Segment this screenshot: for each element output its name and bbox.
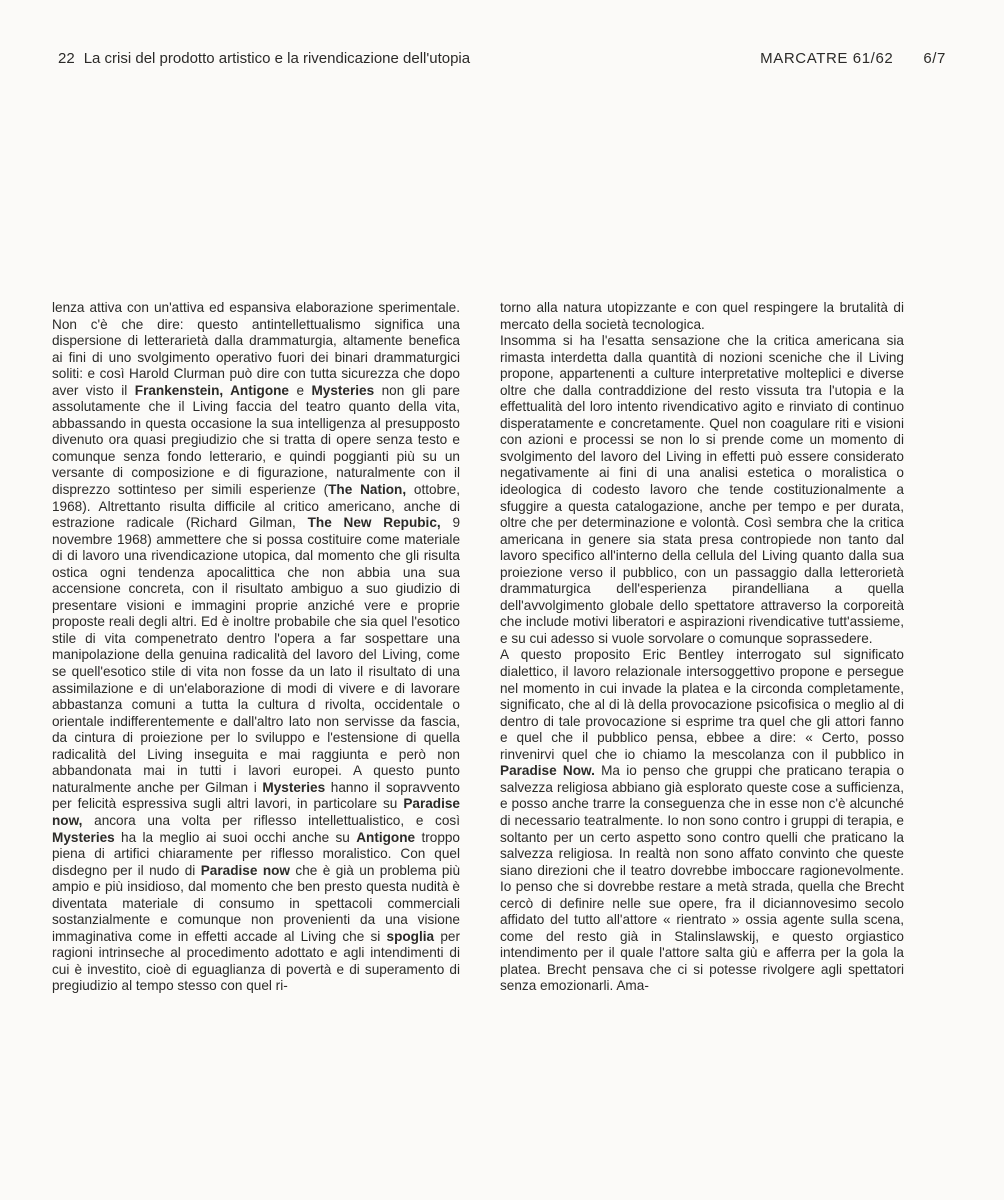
page-number: 22 <box>58 50 75 67</box>
text-run: Insomma si ha l'esatta sensazione che la critica americana sia rimasta interdetta dalla quantità di nozioni sceniche che il Living propone, appartenenti a culture interpretative molteplici e diverse oltre che dalla contraddizione del resto vissuta tra l'utopia e la effettualità del loro intento rivendicativo agito e rinviato di continuo disperatamente e concretamente. Quel non coagulare riti e visioni con azioni e processi se non lo si prende come un momento di svolgimento del lavoro del Living in effetti può essere considerato negativamente ai fini di una analisi estetica o moralistica o ideologica di codesto lavoro che tende costituzionalmente a sfuggire a questa catalogazione, anche per tempo e per durata, oltre che per determinazione e volontà. Così sembra che la critica americana in genere sia stata presa contropiede non tanto dal lavoro specifico all'interno della cellula del Living quanto dalla sua proiezione verso il pubblico, con un passaggio dalla letterorietà drammaturgica dell'esperienza pirandelliana a quella dell'avvolgimento globale dello spettatore attraverso la corporeità che include motivi liberatori e aspirazioni rivendicative tutt'assieme, e su cui adesso si vuole sorvolare o comunque soprassedere. <box>500 333 904 646</box>
right-column <box>500 300 904 1200</box>
header-left <box>58 50 470 67</box>
text-run: troppo piena di artifici chiaramente per riflesso moralistico. Con quel disdegno per il nudo di <box>52 829 460 878</box>
publication-title: MARCATRE 61/62 <box>760 50 894 67</box>
text-run: hanno il sopravvento per felicità espressiva sugli altri lavori, in particolare su <box>52 779 460 812</box>
bold-title: Mysteries <box>52 829 115 845</box>
bold-title: Mysteries <box>262 779 326 795</box>
issue-number: 6/7 <box>923 50 946 67</box>
bold-title: Paradise Now. <box>500 763 595 779</box>
text-run: e <box>289 382 312 398</box>
bold-title: Paradise now, <box>52 796 460 828</box>
bold-title: Mysteries <box>311 382 375 398</box>
text-run: A questo proposito Eric Bentley interrogato sul significato dialettico, il lavoro relazionale intersoggettivo propone e persegue nel momento in cui invade la platea e la circonda completamente, significato, che al di là della provocazione psicofisica o meglio al di dentro di tale provocazione si esprime tra quel che gli attori fanno e quel che il pubblico pensa, ebbee a dire: « Certo, posso rinvenirvi quel che io chiamo la mescolanza con il pubblico in <box>500 647 904 762</box>
body-paragraph <box>500 333 904 647</box>
text-run: non gli pare assolutamente che il Living faccia del teatro quanto della vita, abbassando in questa occasione la sua intelligenza al presupposto divenuto ora quasi pregiudizio che si tratta di opere senza testo e comunque senza fondo letterario, e quindi poggianti più su un versante di composizione e di figurazione, naturalmente con il disprezzo sottinteso per simili esperienze ( <box>52 382 460 498</box>
body-paragraph <box>52 300 460 995</box>
text-run: per ragioni intrinseche al procedimento adottato e agli intendimenti di cui è investito, cioè di eguaglianza di povertà e di superamento di pregiudizio al tempo stesso con quel ri- <box>52 928 460 994</box>
bold-title: spoglia <box>386 928 435 944</box>
text-run: Ma io penso che gruppi che praticano terapia o salvezza religiosa abbiano già esplorato queste cose a sufficienza, e posso anche trarre la conseguenza che in esse non c'è alcunché di necessario teatralmente. Io non sono contro i gruppi di terapia, e soltanto per un certo aspetto sono contro quelli che praticano la salvezza religiosa. In realtà non sono affato convinto che queste siano direzioni che il teatro dovrebbe imboccare ragionevolmente. Io penso che si dovrebbe restare a metà strada, quella che Brecht cercò di definire nelle sue opere, fra il diciannovesimo secolo affidato del tutto all'attore « rientrato » ossia agente sulla scena, come del resto già in Stalinslawskij, e questo orgiastico intendimento per il quale l'attore salta giù e afferra per la gola la platea. Brecht pensava che ci si potesse rivolgere agli spettatori senza emozionarli. Ama- <box>500 763 904 994</box>
bold-title: Antigone <box>356 829 416 845</box>
body-paragraph <box>500 647 904 994</box>
body-paragraph <box>500 300 904 333</box>
text-run: ottobre, 1968). Altrettanto risulta difficile al critico americano, anche di estrazione radicale (Richard Gilman, <box>52 482 460 531</box>
text-run: torno alla natura utopizzante e con quel respingere la brutalità di mercato della società tecnologica. <box>500 300 904 332</box>
bold-title: Frankenstein, Antigone <box>134 382 289 398</box>
bold-title: The Nation, <box>328 482 407 498</box>
bold-title: The New Repubic, <box>307 515 441 531</box>
page-header <box>58 50 946 74</box>
running-title: La crisi del prodotto artistico e la rivendicazione dell'utopia <box>83 50 471 67</box>
header-right <box>760 50 946 67</box>
text-run: ha la meglio ai suoi occhi anche su <box>114 829 357 845</box>
text-run: che è già un problema più ampio e più insidioso, dal momento che ben presto questa nudità è diventata materiale di consumo in spettacoli commerciali sostanzialmente e comunque non provenienti da una visione immaginativa come in effetti accade al Living che si <box>52 862 460 944</box>
bold-title: Paradise now <box>200 862 291 878</box>
left-column <box>52 300 460 1200</box>
text-run: 9 novembre 1968) ammettere che si possa costituire come materiale di di lavoro una rivendicazione utopica, dal momento che gli risulta ostica ogni tendenza apocalittica che non abbia una sua accensione concreta, con il risultato ambiguo a suo giudizio di presentare visioni e immagini proprie anziché vere e proprie proposte reali degli altri. Ed è inoltre probabile che sia quel l'esotico stile di vita compenetrato dentro l'opera a far sospettare una manipolazione della genuina radicalità del lavoro del Living, come se quell'esotico stile di vita non fosse da un lato il risultato di una assimilazione e di un'elaborazione di modi di vivere e di lavorare abbastanza comuni a tutta la cultura d rivolta, occidentale o orientale indifferentemente e dall'altro lato non servisse da fascia, da cintura di proiezione per lo sviluppo e l'estensione di quella radicalità del Living inseguita e mai raggiunta e però non abbandonata mai in tutti i lavori europei. A questo punto naturalmente anche per Gilman i <box>52 515 460 795</box>
text-run: lenza attiva con un'attiva ed espansiva elaborazione sperimentale. Non c'è che dire: questo antintellettualismo significa una dispersione di letterarietà dalla drammaturgia, altamente benefica ai fini di uno svolgimento operativo fuori dei binari drammaturgici soliti: e così Harold Clurman può dire con tutta sicurezza che dopo aver visto il <box>52 300 460 398</box>
text-run: ancora una volta per riflesso intellettualistico, e così <box>82 812 460 828</box>
